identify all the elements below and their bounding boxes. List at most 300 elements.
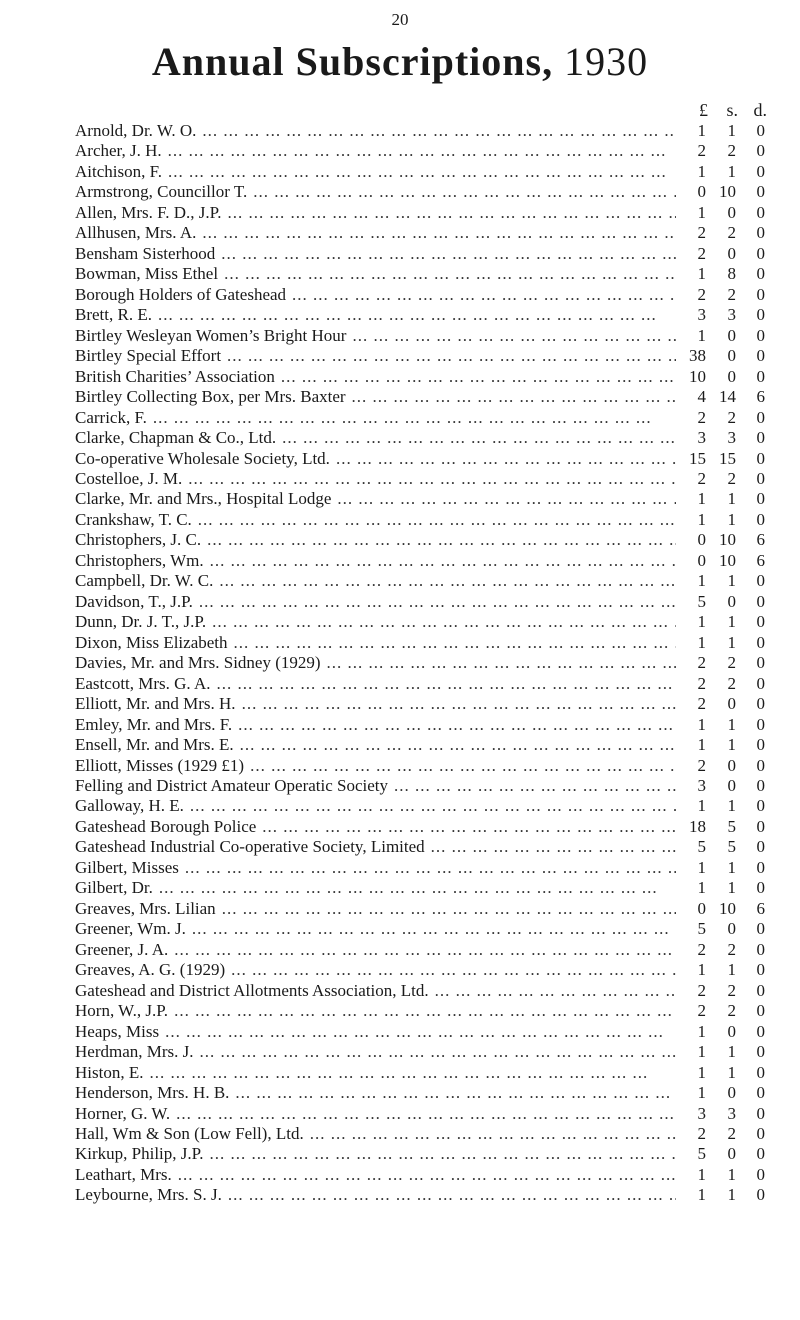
subscriber-name: Histon, E. — [75, 1062, 144, 1082]
amount — [676, 326, 765, 346]
amount-shillings: 0 — [727, 1144, 736, 1164]
amount — [676, 612, 765, 632]
subscriber-name: Gilbert, Misses — [75, 857, 179, 877]
amount-pounds: 0 — [697, 898, 706, 918]
leader-dots — [213, 571, 676, 591]
subscriber-name: Heaps, Miss — [75, 1021, 160, 1041]
subscription-row — [75, 346, 765, 366]
leader-dots — [346, 326, 676, 346]
amount-pence: 0 — [756, 141, 765, 161]
subscription-row — [75, 264, 765, 284]
leader-dots — [232, 715, 676, 735]
amount-shillings: 2 — [727, 653, 736, 673]
amount — [676, 592, 765, 612]
amount-pence: 0 — [756, 694, 765, 714]
subscriber-name: Elliott, Misses (1929 £1) — [75, 755, 245, 775]
amount — [676, 285, 765, 305]
amount — [676, 387, 765, 407]
amount — [676, 264, 765, 284]
amount-shillings: 0 — [727, 325, 736, 345]
amount-pence: 0 — [756, 182, 765, 202]
amount-pence: 6 — [756, 898, 765, 918]
amount-pence: 0 — [756, 121, 765, 140]
amount-pence: 0 — [756, 735, 765, 755]
amount-shillings: 2 — [727, 673, 736, 693]
leader-dots — [192, 510, 676, 530]
amount — [676, 878, 765, 898]
amount-pounds: 1 — [697, 325, 706, 345]
subscriber-name: Birtley Special Effort — [75, 346, 222, 366]
amount — [676, 1001, 765, 1021]
amount-pounds: 1 — [697, 796, 706, 816]
amount-shillings: 10 — [719, 530, 736, 550]
subscription-row — [75, 1185, 765, 1205]
leader-dots — [425, 837, 676, 857]
subscriber-name: Greaves, Mrs. Lilian — [75, 898, 216, 918]
leader-dots — [234, 735, 676, 755]
amount-shillings: 1 — [727, 489, 736, 509]
leader-dots — [196, 223, 676, 243]
subscriber-name: Ensell, Mr. and Mrs. E. — [75, 735, 234, 755]
amount-pounds: 10 — [689, 366, 706, 386]
amount-shillings: 0 — [727, 776, 736, 795]
subscription-row — [75, 428, 765, 448]
subscription-row — [75, 1001, 765, 1021]
leader-dots — [222, 1185, 676, 1205]
subscription-row — [75, 735, 765, 755]
amount-pence: 0 — [756, 202, 765, 222]
amount — [676, 694, 765, 714]
amount-shillings: 0 — [727, 694, 736, 714]
subscriber-name: Eastcott, Mrs. G. A. — [75, 673, 211, 693]
amount-pounds: 15 — [689, 448, 706, 468]
amount-pounds: 2 — [697, 468, 706, 488]
amount-shillings: 1 — [727, 612, 736, 632]
leader-dots — [206, 612, 676, 632]
leader-dots — [143, 1063, 676, 1083]
leader-dots — [211, 674, 676, 694]
leader-dots — [215, 244, 676, 264]
amount-pounds: 5 — [697, 919, 706, 939]
amount — [676, 674, 765, 694]
subscription-row — [75, 1063, 765, 1083]
subscription-row — [75, 162, 765, 182]
amount — [676, 571, 765, 591]
amount-pence: 0 — [756, 571, 765, 591]
amount — [676, 551, 765, 571]
amount — [676, 1042, 765, 1062]
amount — [676, 121, 765, 141]
amount-shillings: 1 — [727, 796, 736, 816]
subscription-row — [75, 449, 765, 469]
amount — [676, 715, 765, 735]
subscription-row — [75, 530, 765, 550]
leader-dots — [236, 694, 676, 714]
subscription-row — [75, 653, 765, 673]
amount-pounds: 2 — [697, 1001, 706, 1021]
amount-pence: 0 — [756, 878, 765, 898]
amount-pounds: 2 — [697, 694, 706, 714]
amount — [676, 141, 765, 161]
amount-shillings: 0 — [727, 919, 736, 939]
subscription-row — [75, 960, 765, 980]
amount-pence: 0 — [756, 1062, 765, 1082]
amount-shillings: 15 — [719, 448, 736, 468]
subscription-row — [75, 285, 765, 305]
amount-pence: 0 — [756, 960, 765, 980]
amount — [676, 223, 765, 243]
subscriber-name: Greener, J. A. — [75, 939, 169, 959]
leader-dots — [168, 940, 676, 960]
amount — [676, 244, 765, 264]
amount-pounds: 1 — [697, 1021, 706, 1041]
amount-shillings: 1 — [727, 509, 736, 529]
subscription-row — [75, 571, 765, 591]
subscription-row — [75, 878, 765, 898]
leader-dots — [182, 469, 676, 489]
leader-dots — [331, 489, 676, 509]
amount-shillings: 1 — [727, 714, 736, 734]
amount-pounds: 1 — [697, 121, 706, 140]
amount-shillings: 2 — [727, 284, 736, 304]
subscription-row — [75, 203, 765, 223]
subscription-row — [75, 469, 765, 489]
subscriber-name: Costelloe, J. M. — [75, 468, 183, 488]
amount-pounds: 2 — [697, 755, 706, 775]
amount-pounds: 3 — [697, 776, 706, 795]
amount-shillings: 10 — [719, 898, 736, 918]
subscriber-name: Dixon, Miss Elizabeth — [75, 632, 228, 652]
subscription-row — [75, 182, 765, 202]
subscriber-name: Elliott, Mr. and Mrs. H. — [75, 694, 236, 714]
subscription-row — [75, 141, 765, 161]
amount — [676, 428, 765, 448]
subscriber-name: Henderson, Mrs. H. B. — [75, 1083, 230, 1103]
subscriber-name: Gilbert, Dr. — [75, 878, 153, 898]
subscriber-name: Leybourne, Mrs. S. J. — [75, 1185, 222, 1205]
subscription-row — [75, 1144, 765, 1164]
amount — [676, 858, 765, 878]
leader-dots — [244, 756, 676, 776]
leader-dots — [228, 633, 676, 653]
amount-shillings: 2 — [727, 980, 736, 1000]
amount — [676, 182, 765, 202]
subscription-row — [75, 1124, 765, 1144]
amount-pence: 0 — [756, 1185, 765, 1205]
amount-pence: 0 — [756, 1021, 765, 1041]
amount-pence: 0 — [756, 264, 765, 284]
leader-dots — [204, 551, 676, 571]
amount — [676, 1185, 765, 1205]
subscriber-name: Gateshead and District Allotments Association, Ltd. — [75, 980, 429, 1000]
subscription-row — [75, 1165, 765, 1185]
subscriber-name: Horner, G. W. — [75, 1103, 171, 1123]
amount-pence: 0 — [756, 428, 765, 448]
amount-pounds: 2 — [697, 939, 706, 959]
leader-dots — [286, 285, 676, 305]
leader-dots — [247, 182, 676, 202]
amount-pounds: 2 — [697, 223, 706, 243]
title-year: 1930 — [564, 39, 649, 84]
amount-pence: 0 — [756, 714, 765, 734]
amount-pence: 6 — [756, 530, 765, 550]
amount-shillings: 2 — [727, 141, 736, 161]
subscription-row — [75, 940, 765, 960]
amount — [676, 919, 765, 939]
leader-dots — [276, 428, 676, 448]
amount-pounds: 5 — [697, 837, 706, 857]
subscriber-name: British Charities’ Association — [75, 366, 275, 386]
subscriber-name: Aitchison, F. — [75, 161, 162, 181]
subscriber-name: Archer, J. H. — [75, 141, 162, 161]
title-text: Annual Subscriptions, — [151, 39, 554, 84]
subscription-row — [75, 981, 765, 1001]
amount-shillings: 0 — [727, 346, 736, 366]
subscription-row — [75, 551, 765, 571]
subscription-row — [75, 715, 765, 735]
amount-pounds: 5 — [697, 1144, 706, 1164]
amount — [676, 530, 765, 550]
subscription-row — [75, 899, 765, 919]
subscription-row — [75, 223, 765, 243]
subscription-row — [75, 489, 765, 509]
subscriber-name: Clarke, Chapman & Co., Ltd. — [75, 428, 277, 448]
amount-shillings: 1 — [727, 121, 736, 140]
amount-shillings: 0 — [727, 202, 736, 222]
amount-pounds: 2 — [697, 653, 706, 673]
subscriber-name: Campbell, Dr. W. C. — [75, 571, 214, 591]
amount-pounds: 3 — [697, 1103, 706, 1123]
subscriber-name: Dunn, Dr. J. T., J.P. — [75, 612, 207, 632]
amount-shillings: 1 — [727, 878, 736, 898]
leader-dots — [201, 530, 676, 550]
amount-pence: 0 — [756, 489, 765, 509]
amount-pounds: 1 — [697, 1185, 706, 1205]
subscriber-name: Greaves, A. G. (1929) — [75, 960, 226, 980]
amount — [676, 1063, 765, 1083]
amount — [676, 653, 765, 673]
amount-pence: 0 — [756, 653, 765, 673]
subscriber-name: Christophers, Wm. — [75, 550, 204, 570]
amount — [676, 735, 765, 755]
leader-dots — [346, 387, 676, 407]
amount-pence: 0 — [756, 755, 765, 775]
amount-pence: 0 — [756, 1083, 765, 1103]
amount-pounds: 1 — [697, 857, 706, 877]
amount-pence: 0 — [756, 407, 765, 427]
amount-shillings: 3 — [727, 305, 736, 325]
amount-pounds: 0 — [697, 550, 706, 570]
amount — [676, 1104, 765, 1124]
amount-pence: 0 — [756, 1164, 765, 1184]
amount-shillings: 1 — [727, 632, 736, 652]
shillings-header: s. — [726, 100, 738, 120]
amount-pence: 0 — [756, 509, 765, 529]
amount — [676, 346, 765, 366]
subscriber-name: Birtley Collecting Box, per Mrs. Baxter — [75, 387, 346, 407]
amount — [676, 633, 765, 653]
amount — [676, 1144, 765, 1164]
amount-pence: 0 — [756, 980, 765, 1000]
subscription-row — [75, 592, 765, 612]
amount-pounds: 1 — [697, 1042, 706, 1062]
amount-pounds: 2 — [697, 284, 706, 304]
leader-dots — [194, 1042, 676, 1062]
amount — [676, 899, 765, 919]
subscription-row — [75, 1022, 765, 1042]
pence-header: d. — [753, 100, 767, 120]
amount-pence: 0 — [756, 591, 765, 611]
amount-shillings: 0 — [727, 591, 736, 611]
subscriber-name: Co-operative Wholesale Society, Ltd. — [75, 448, 330, 468]
amount-shillings: 2 — [727, 468, 736, 488]
subscriber-name: Gateshead Industrial Co-operative Society, Limited — [75, 837, 425, 857]
subscriber-name: Borough Holders of Gateshead — [75, 284, 287, 304]
amount-pounds: 1 — [697, 714, 706, 734]
leader-dots — [216, 899, 676, 919]
amount — [676, 449, 765, 469]
amount-pounds: 2 — [697, 407, 706, 427]
amount-pence: 0 — [756, 468, 765, 488]
amount-shillings: 1 — [727, 1164, 736, 1184]
amount-shillings: 1 — [727, 857, 736, 877]
leader-dots — [275, 367, 676, 387]
leader-dots — [218, 264, 676, 284]
subscription-list — [75, 121, 765, 1206]
subscription-row — [75, 612, 765, 632]
amount-pence: 0 — [756, 346, 765, 366]
amount-pounds: 1 — [697, 632, 706, 652]
amount-pence: 0 — [756, 776, 765, 795]
amount-pounds: 0 — [697, 530, 706, 550]
amount-pence: 0 — [756, 857, 765, 877]
amount-pence: 0 — [756, 223, 765, 243]
subscriber-name: Carrick, F. — [75, 407, 147, 427]
amount-pence: 0 — [756, 939, 765, 959]
subscriber-name: Birtley Wesleyan Women’s Bright Hour — [75, 325, 347, 345]
amount-shillings: 1 — [727, 571, 736, 591]
amount-pence: 0 — [756, 305, 765, 325]
subscriber-name: Arnold, Dr. W. O. — [75, 121, 197, 140]
amount-pounds: 1 — [697, 264, 706, 284]
amount-pence: 0 — [756, 1042, 765, 1062]
leader-dots — [159, 1022, 676, 1042]
subscriber-name: Bowman, Miss Ethel — [75, 264, 219, 284]
subscription-row — [75, 756, 765, 776]
subscriber-name: Herdman, Mrs. J. — [75, 1042, 194, 1062]
amount — [676, 837, 765, 857]
leader-dots — [152, 305, 676, 325]
amount — [676, 1083, 765, 1103]
subscription-row — [75, 919, 765, 939]
amount-pence: 0 — [756, 1001, 765, 1021]
amount — [676, 367, 765, 387]
amount-shillings: 3 — [727, 1103, 736, 1123]
amount-shillings: 5 — [727, 837, 736, 857]
subscriber-name: Brett, R. E. — [75, 305, 152, 325]
amount-shillings: 1 — [727, 1185, 736, 1205]
subscriber-name: Davidson, T., J.P. — [75, 591, 193, 611]
amount-pounds: 1 — [697, 1062, 706, 1082]
amount-pence: 0 — [756, 1103, 765, 1123]
amount — [676, 162, 765, 182]
amount — [676, 305, 765, 325]
leader-dots — [186, 919, 676, 939]
amount-shillings: 5 — [727, 816, 736, 836]
amount-shillings: 2 — [727, 1123, 736, 1143]
amount-pence: 0 — [756, 1144, 765, 1164]
amount-shillings: 2 — [727, 407, 736, 427]
amount-shillings: 0 — [727, 243, 736, 263]
amount-shillings: 3 — [727, 428, 736, 448]
amount-pence: 0 — [756, 673, 765, 693]
amount — [676, 817, 765, 837]
subscription-row — [75, 387, 765, 407]
page-number: 20 — [391, 10, 409, 29]
amount-shillings: 0 — [727, 755, 736, 775]
column-headers — [678, 100, 767, 121]
amount-pence: 0 — [756, 1123, 765, 1143]
amount — [676, 796, 765, 816]
subscription-row — [75, 633, 765, 653]
leader-dots — [256, 817, 676, 837]
amount-shillings: 10 — [719, 182, 736, 202]
subscription-row — [75, 694, 765, 714]
amount — [676, 469, 765, 489]
subscription-row — [75, 326, 765, 346]
amount-shillings: 2 — [727, 223, 736, 243]
amount-shillings: 8 — [727, 264, 736, 284]
amount-pounds: 2 — [697, 673, 706, 693]
amount — [676, 510, 765, 530]
amount-pence: 0 — [756, 632, 765, 652]
leader-dots — [162, 141, 676, 161]
subscription-row — [75, 121, 765, 141]
subscription-row — [75, 817, 765, 837]
subscription-row — [75, 837, 765, 857]
amount-shillings: 0 — [727, 1083, 736, 1103]
subscriber-name: Leathart, Mrs. — [75, 1164, 172, 1184]
amount-pounds: 2 — [697, 980, 706, 1000]
amount-pence: 6 — [756, 387, 765, 407]
amount-pence: 0 — [756, 837, 765, 857]
subscription-row — [75, 674, 765, 694]
amount — [676, 1022, 765, 1042]
leader-dots — [203, 1144, 676, 1164]
subscriber-name: Horn, W., J.P. — [75, 1001, 169, 1021]
leader-dots — [162, 162, 676, 182]
amount-pounds: 1 — [697, 161, 706, 181]
subscription-row — [75, 305, 765, 325]
amount-pounds: 3 — [697, 305, 706, 325]
subscriber-name: Gateshead Borough Police — [75, 816, 257, 836]
subscription-row — [75, 796, 765, 816]
amount-shillings: 0 — [727, 1021, 736, 1041]
leader-dots — [229, 1083, 676, 1103]
amount-shillings: 10 — [719, 550, 736, 570]
amount-pounds: 2 — [697, 1123, 706, 1143]
amount-pence: 0 — [756, 366, 765, 386]
amount-pounds: 1 — [697, 878, 706, 898]
subscriber-name: Galloway, H. E. — [75, 796, 184, 816]
amount-pounds: 5 — [697, 591, 706, 611]
amount-shillings: 1 — [727, 1062, 736, 1082]
amount-pence: 0 — [756, 161, 765, 181]
amount — [676, 756, 765, 776]
leader-dots — [147, 408, 676, 428]
subscriber-name: Allhusen, Mrs. A. — [75, 223, 197, 243]
amount-pounds: 1 — [697, 960, 706, 980]
